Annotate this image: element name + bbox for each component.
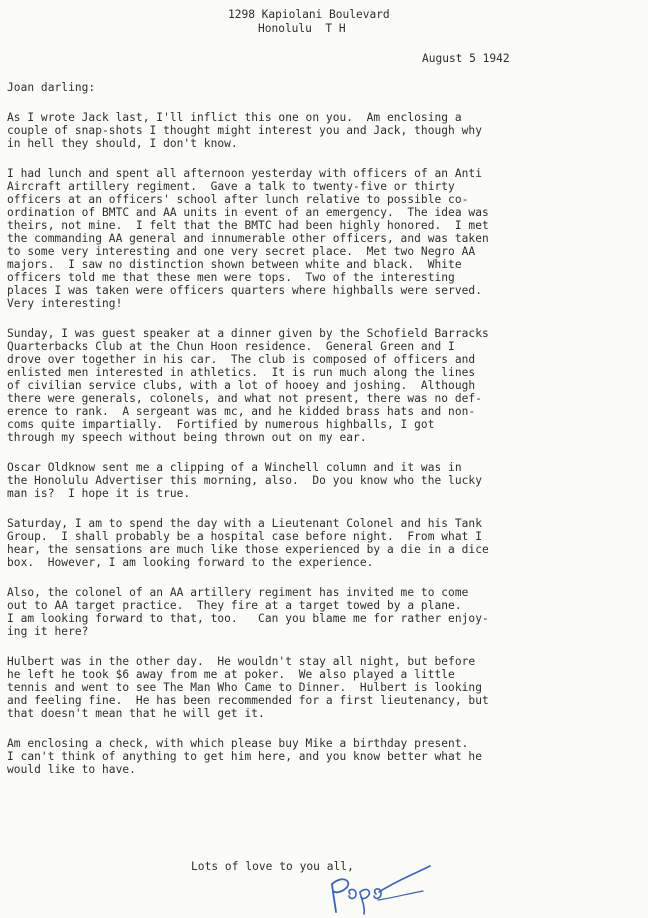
paragraph-3-line-5: of civilian service clubs, with a lot of hooey and joshing. Although: [7, 379, 476, 392]
paragraph-2-line-2: Aircraft artillery regiment. Gave a talk to twenty-five or thirty: [7, 180, 455, 193]
paragraph-7-line-5: that doesn't mean that he will get it.: [7, 707, 265, 720]
paragraph-7-line-4: and feeling fine. He has been recommended for a first lieutenancy, but: [7, 694, 489, 707]
paragraph-2-line-10: places I was taken were officers quarters where highballs were served.: [7, 284, 482, 297]
paragraph-2-line-8: majors. I saw no distinction shown between white and black. White: [7, 258, 462, 271]
paragraph-3-line-9: through my speech without being thrown out on my ear.: [7, 431, 367, 444]
paragraph-7-line-2: he left he took $6 away from me at poker. We also played a little: [7, 668, 455, 681]
paragraph-5-line-1: Saturday, I am to spend the day with a Lieutenant Colonel and his Tank: [7, 517, 482, 530]
paragraph-2-line-9: officers told me that these men were tops. Two of the interesting: [7, 271, 455, 284]
paragraph-2-line-7: to some very interesting and one very secret place. Met two Negro AA: [7, 245, 476, 258]
paragraph-6-line-2: out to AA target practice. They fire at a target towed by a plane.: [7, 599, 462, 612]
paragraph-6-line-1: Also, the colonel of an AA artillery regiment has invited me to come: [7, 586, 469, 599]
paragraph-1-line-1: As I wrote Jack last, I'll inflict this one on you. Am enclosing a: [7, 111, 462, 124]
paragraph-7-line-3: tennis and went to see The Man Who Came to Dinner. Hulbert is looking: [7, 681, 482, 694]
paragraph-8-line-3: would like to have.: [7, 763, 136, 776]
paragraph-3-line-1: Sunday, I was guest speaker at a dinner given by the Schofield Barracks: [7, 327, 489, 340]
paragraph-4-line-1: Oscar Oldknow sent me a clipping of a Winchell column and it was in: [7, 461, 462, 474]
paragraph-6-line-3: I am looking forward to that, too. Can you blame me for rather enjoy-: [7, 612, 489, 625]
paragraph-4-line-2: the Honolulu Advertiser this morning, also. Do you know who the lucky: [7, 474, 482, 487]
paragraph-3-line-8: coms quite impartially. Fortified by numerous highballs, I got: [7, 418, 435, 431]
paragraph-2-line-5: theirs, not mine. I felt that the BMTC had been highly honored. I met: [7, 219, 489, 232]
paragraph-6-line-4: ing it here?: [7, 625, 89, 638]
paragraph-3-line-7: erence to rank. A sergeant was mc, and he kidded brass hats and non-: [7, 405, 476, 418]
paragraph-1-line-3: in hell they should, I don't know.: [7, 137, 238, 150]
paragraph-3-line-3: drove over together in his car. The club is composed of officers and: [7, 353, 476, 366]
paragraph-3-line-6: there were generals, colonels, and what not present, there was no def-: [7, 392, 482, 405]
paragraph-3-line-2: Quarterbacks Club at the Chun Hoon residence. General Green and I: [7, 340, 455, 353]
paragraph-8-line-2: I can't think of anything to get him here, and you know better what he: [7, 750, 482, 763]
paragraph-5-line-4: box. However, I am looking forward to the experience.: [7, 556, 374, 569]
paragraph-2-line-1: I had lunch and spent all afternoon yesterday with officers of an Anti: [7, 167, 482, 180]
paragraph-1-line-2: couple of snap-shots I thought might interest you and Jack, though why: [7, 124, 482, 137]
paragraph-8-line-1: Am enclosing a check, with which please buy Mike a birthday present.: [7, 737, 469, 750]
paragraph-5-line-2: Group. I shall probably be a hospital case before night. From what I: [7, 530, 482, 543]
paragraph-2-line-3: officers at an officers' school after lunch relative to possible co-: [7, 193, 469, 206]
salutation: Joan darling:: [7, 81, 96, 94]
address-line-1: 1298 Kapiolani Boulevard: [228, 8, 390, 21]
paragraph-3-line-4: enlisted men interested in athletics. It is run much along the lines: [7, 366, 476, 379]
paragraph-4-line-3: man is? I hope it is true.: [7, 487, 191, 500]
address-line-2: Honolulu T H: [258, 22, 346, 35]
paragraph-2-line-11: Very interesting!: [7, 297, 123, 310]
paragraph-7-line-1: Hulbert was in the other day. He wouldn't stay all night, but before: [7, 655, 476, 668]
paragraph-2-line-6: the commanding AA general and innumerable other officers, and was taken: [7, 232, 489, 245]
paragraph-2-line-4: ordination of BMTC and AA units in event of an emergency. The idea was: [7, 206, 489, 219]
closing-line: Lots of love to you all,: [191, 860, 354, 873]
letter-date: August 5 1942: [422, 52, 510, 65]
handwritten-signature: [312, 858, 442, 916]
paragraph-5-line-3: hear, the sensations are much like those experienced by a die in a dice: [7, 543, 489, 556]
